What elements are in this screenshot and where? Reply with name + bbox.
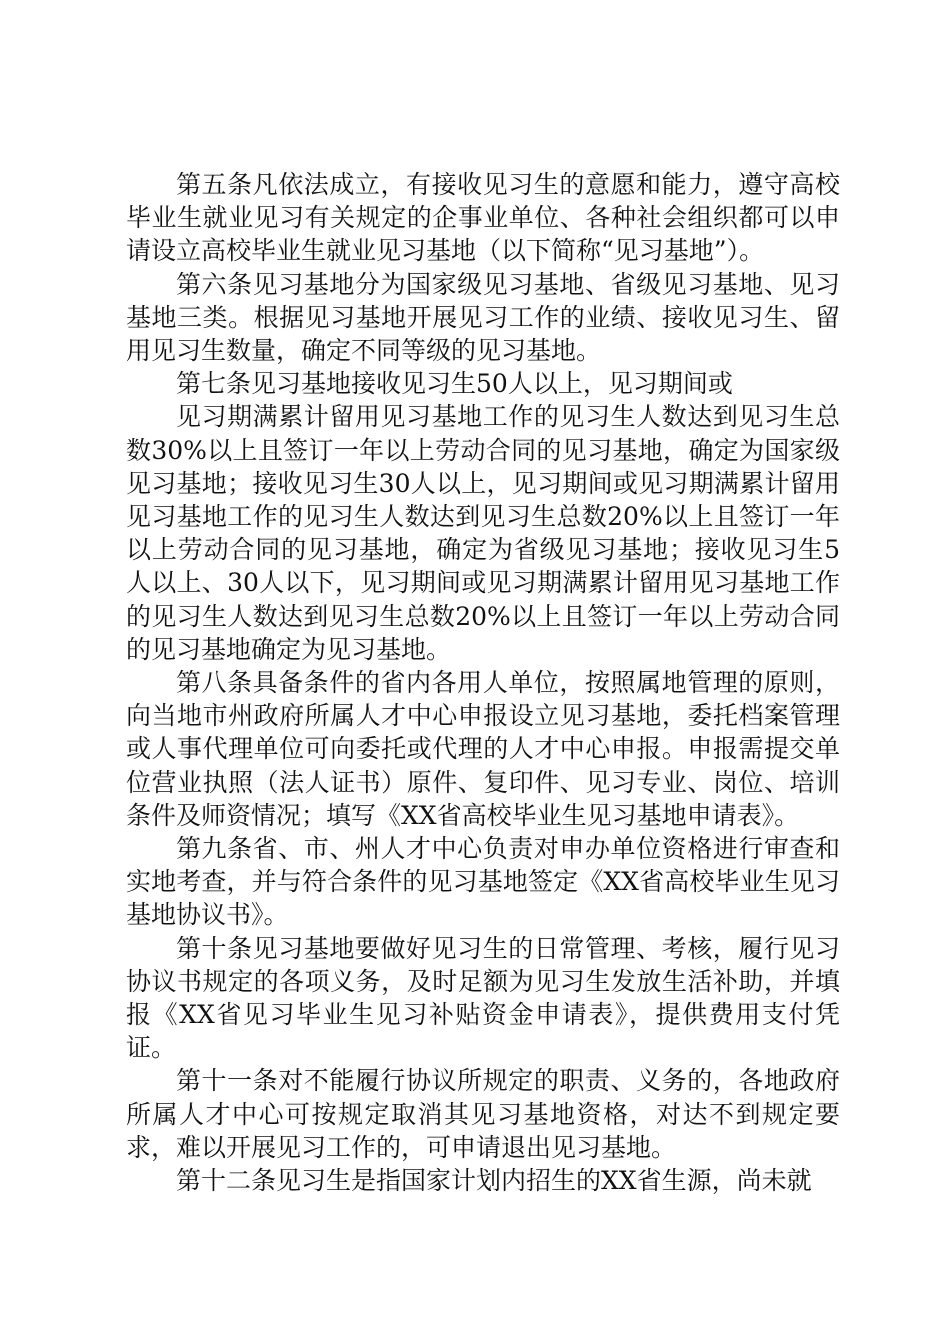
paragraph-article-11: 第十一条对不能履行协议所规定的职责、义务的，各地政府所属人才中心可按规定取消其见习基地资格，对达不到规定要求，难以开展见习工作的，可申请退出见习基地。 (126, 1066, 840, 1162)
paragraph-article-8: 第八条具备条件的省内各用人单位，按照属地管理的原则，向当地市州政府所属人才中心申报设立见习基地，委托档案管理或人事代理单位可向委托或代理的人才中心申报。申报需提交单位营业执照（法人证书）原件、复印件、见习专业、岗位、培训条件及师资情况；填写《XX省高校毕业生见习基地申请表》。 (126, 668, 840, 830)
paragraph-article-7-continued: 见习期满累计留用见习基地工作的见习生人数达到见习生总数30%以上且签订一年以上劳动合同的见习基地，确定为国家级见习基地；接收见习生30人以上，见习期间或见习期满累计留用见习基地工作的见习生人数达到见习生总数20%以上且签订一年以上劳动合同的见习基地，确定为省级见习基地；接收见习生5人以上、30人以下，见习期间或见习期满累计留用见习基地工作的见习生人数达到见习生总数20%以上且签订一年以上劳动合同的见习基地确定为见习基地。 (126, 402, 840, 664)
paragraph-article-9: 第九条省、市、州人才中心负责对申办单位资格进行审查和实地考查，并与符合条件的见习基地签定《XX省高校毕业生见习基地协议书》。 (126, 834, 840, 930)
paragraph-article-5: 第五条凡依法成立，有接收见习生的意愿和能力，遵守高校毕业生就业见习有关规定的企事业单位、各种社会组织都可以申请设立高校毕业生就业见习基地（以下简称“见习基地”）。 (126, 170, 840, 266)
paragraph-article-6: 第六条见习基地分为国家级见习基地、省级见习基地、见习基地三类。根据见习基地开展见习工作的业绩、接收见习生、留用见习生数量，确定不同等级的见习基地。 (126, 269, 840, 366)
paragraph-article-12: 第十二条见习生是指国家计划内招生的XX省生源，尚未就 (176, 1166, 812, 1196)
paragraph-article-7-start: 第七条见习基地接收见习生50人以上，见习期间或 (176, 369, 733, 399)
paragraph-article-10: 第十条见习基地要做好见习生的日常管理、考核，履行见习协议书规定的各项义务，及时足额为见习生发放生活补助，并填报《XX省见习毕业生见习补贴资金申请表》，提供费用支付凭证。 (126, 933, 840, 1063)
document-body (126, 168, 840, 1197)
